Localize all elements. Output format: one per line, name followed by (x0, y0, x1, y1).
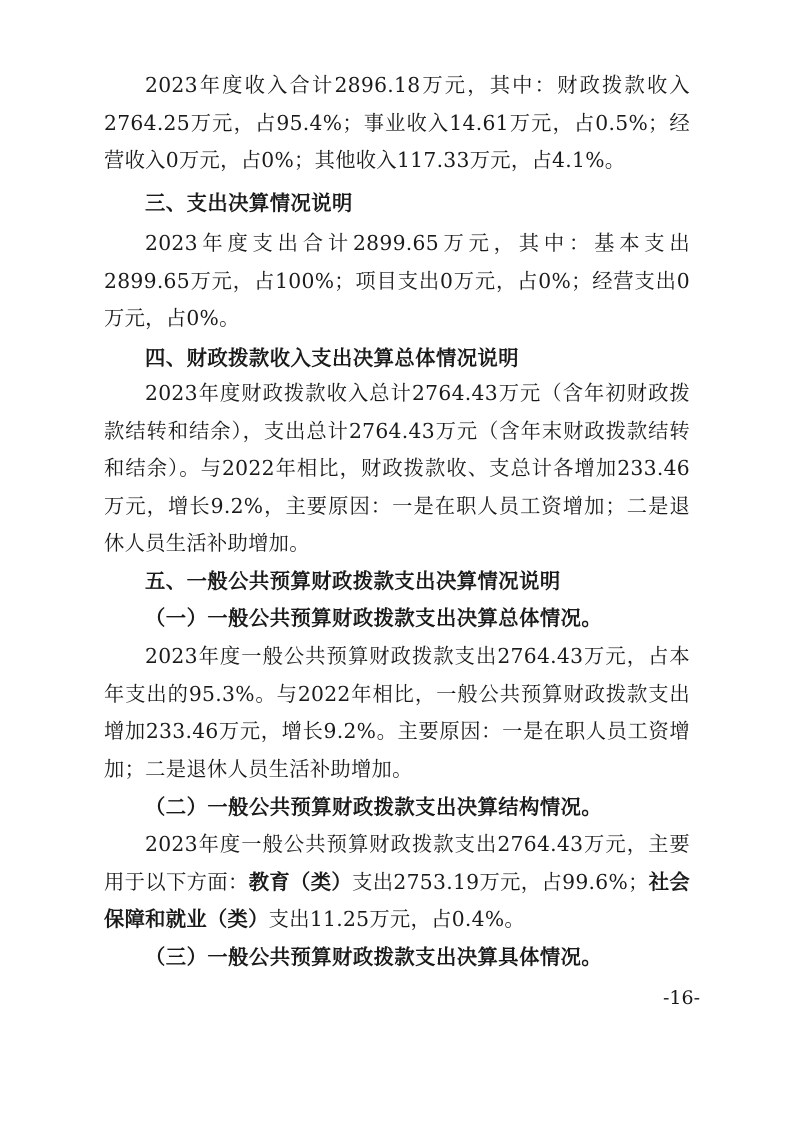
social-security-category-text: 支出11.25万元，占0.4%。 (268, 907, 526, 931)
education-category-text: 支出2753.19万元，占99.6%； (352, 869, 649, 894)
section-3-heading: 三、支出决算情况说明 (145, 191, 353, 215)
education-category-label: 教育（类） (248, 869, 353, 894)
section-5-heading: 五、一般公共预算财政拨款支出决算情况说明 (145, 569, 561, 593)
income-summary-paragraph: 2023年度收入合计2896.18万元，其中：财政拨款收入2764.25万元，占95.4%；事业收入14.61万元，占0.5%；经营收入0万元，占0%；其他收入117.33万元，占4.1%。 (104, 73, 690, 172)
social-security-category-label: 社会保障和就业（类） (104, 869, 690, 931)
page-number: -16- (662, 987, 700, 1009)
section-4-heading: 四、财政拨款收入支出决算总体情况说明 (145, 346, 520, 370)
general-budget-paragraph: 2023年度一般公共预算财政拨款支出2764.43万元，占本年支出的95.3%。与2022年相比，一般公共预算财政拨款支出增加233.46万元，增长9.2%。主要原因：一是在职人员工资增加；二是退休人员生活补助增加。 (104, 644, 691, 781)
subsection-3-heading: （三）一般公共预算财政拨款支出决算具体情况。 (145, 945, 603, 969)
expense-summary-paragraph: 2023年度支出合计2899.65万元，其中：基本支出2899.65万元，占100%；项目支出0万元，占0%；经营支出0万元，占0%。 (104, 231, 690, 330)
subsection-1-heading: （一）一般公共预算财政拨款支出决算总体情况。 (145, 606, 603, 630)
structure-paragraph (104, 826, 690, 939)
structure-intro-text: 2023年度一般公共预算财政拨款支出2764.43万元，主要用于以下方面： (104, 832, 690, 894)
subsection-2-heading: （二）一般公共预算财政拨款支出决算结构情况。 (145, 795, 603, 819)
fiscal-summary-paragraph: 2023年度财政拨款收入总计2764.43万元（含年初财政拨款结转和结余），支出总计2764.43万元（含年末财政拨款结转和结余）。与2022年相比，财政拨款收、支总计各增加233.46万元，增长9.2%，主要原因：一是在职人员工资增加；二是退休人员生活补助增加。 (104, 381, 690, 555)
